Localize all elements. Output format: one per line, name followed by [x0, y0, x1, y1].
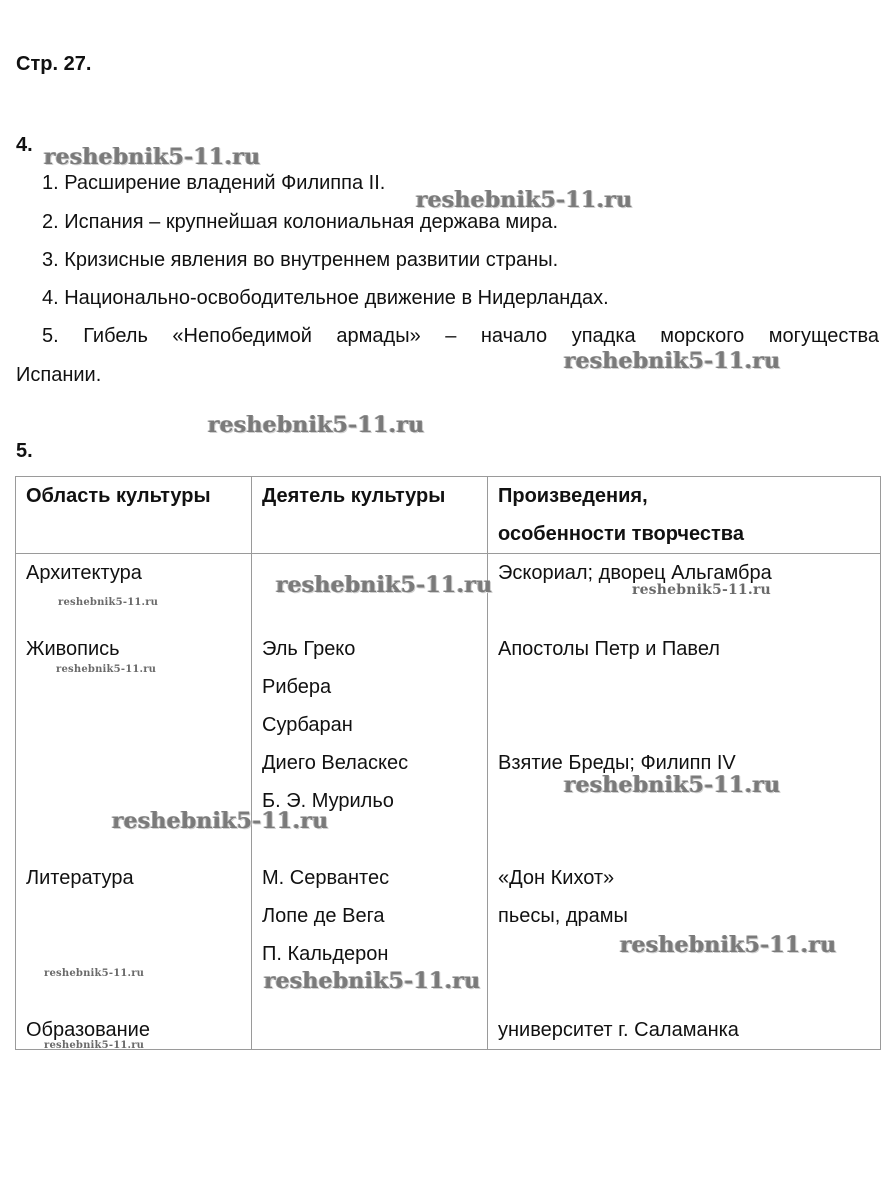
watermark: reshebnik5-11.ru	[264, 968, 481, 994]
watermark: reshebnik5-11.ru	[56, 664, 157, 675]
word: Гибель	[83, 325, 148, 347]
header-area-label: Область культуры	[26, 485, 211, 507]
watermark: reshebnik5-11.ru	[632, 582, 771, 598]
word: могущества	[768, 325, 880, 347]
area-label: Литература	[26, 867, 134, 889]
figure-name: Сурбаран	[262, 714, 353, 736]
work-text: Эскориал; дворец Альгамбра	[498, 562, 772, 584]
work-text: Взятие Бреды; Филипп IV	[498, 752, 736, 774]
watermark: reshebnik5-11.ru	[44, 144, 261, 170]
area-label: Живопись	[26, 638, 120, 660]
figure-name: Рибера	[262, 676, 332, 698]
word: морского	[660, 325, 745, 347]
watermark: reshebnik5-11.ru	[276, 572, 493, 598]
watermark: reshebnik5-11.ru	[58, 597, 159, 608]
task-5-number: 5.	[16, 440, 33, 462]
cell-works	[488, 630, 881, 859]
task-4-item-3: 3. Кризисные явления во внутреннем развитии страны.	[42, 249, 559, 271]
word: начало	[480, 325, 548, 347]
watermark: reshebnik5-11.ru	[44, 968, 145, 979]
figure-name: М. Сервантес	[262, 867, 390, 889]
header-area	[16, 477, 252, 554]
culture-table	[15, 476, 881, 1050]
table-header-row	[16, 477, 881, 554]
word: армады»	[336, 325, 421, 347]
area-label: Архитектура	[26, 562, 142, 584]
cell-area	[16, 859, 252, 1011]
area-label: Образование	[26, 1019, 150, 1041]
figure-name: Диего Веласкес	[262, 752, 409, 774]
table-row	[16, 1011, 881, 1050]
figure-name: П. Кальдерон	[262, 943, 389, 965]
cell-area	[16, 554, 252, 631]
watermark: reshebnik5-11.ru	[44, 1040, 145, 1051]
word: «Непобедимой	[172, 325, 312, 347]
cell-figures	[252, 1011, 488, 1050]
word: 5.	[42, 325, 59, 347]
header-works-line-2: особенности творчества	[498, 523, 744, 545]
watermark: reshebnik5-11.ru	[564, 348, 781, 374]
work-text: «Дон Кихот»	[498, 867, 615, 889]
task-4-item-4: 4. Национально-освободительное движение в Нидерландах.	[42, 287, 609, 309]
work-text	[498, 706, 870, 744]
watermark: reshebnik5-11.ru	[564, 772, 781, 798]
figure-name: Эль Греко	[262, 638, 356, 660]
header-figure-label: Деятель культуры	[262, 485, 446, 507]
header-figure	[252, 477, 488, 554]
header-works	[488, 477, 881, 554]
figure-name: Лопе де Вега	[262, 905, 385, 927]
watermark: reshebnik5-11.ru	[112, 808, 329, 834]
word: упадка	[571, 325, 636, 347]
task-4-item-5-line-1	[16, 325, 879, 348]
watermark: reshebnik5-11.ru	[620, 932, 837, 958]
task-4-item-5-line-2: Испании.	[16, 364, 102, 386]
watermark: reshebnik5-11.ru	[416, 187, 633, 213]
header-works-line-1: Произведения,	[498, 485, 648, 507]
work-text	[498, 668, 870, 706]
cell-works	[488, 1011, 881, 1050]
work-text: Апостолы Петр и Павел	[498, 638, 720, 660]
task-4-number: 4.	[16, 134, 33, 156]
work-text: университет г. Саламанка	[498, 1019, 739, 1041]
task-4-item-2: 2. Испания – крупнейшая колониальная держава мира.	[42, 211, 559, 233]
page-number: Стр. 27.	[16, 53, 92, 75]
work-text: пьесы, драмы	[498, 905, 628, 927]
word: –	[445, 325, 457, 347]
task-4-item-1: 1. Расширение владений Филиппа II.	[42, 172, 386, 194]
figure-name: Б. Э. Мурильо	[262, 790, 394, 812]
watermark: reshebnik5-11.ru	[208, 412, 425, 438]
